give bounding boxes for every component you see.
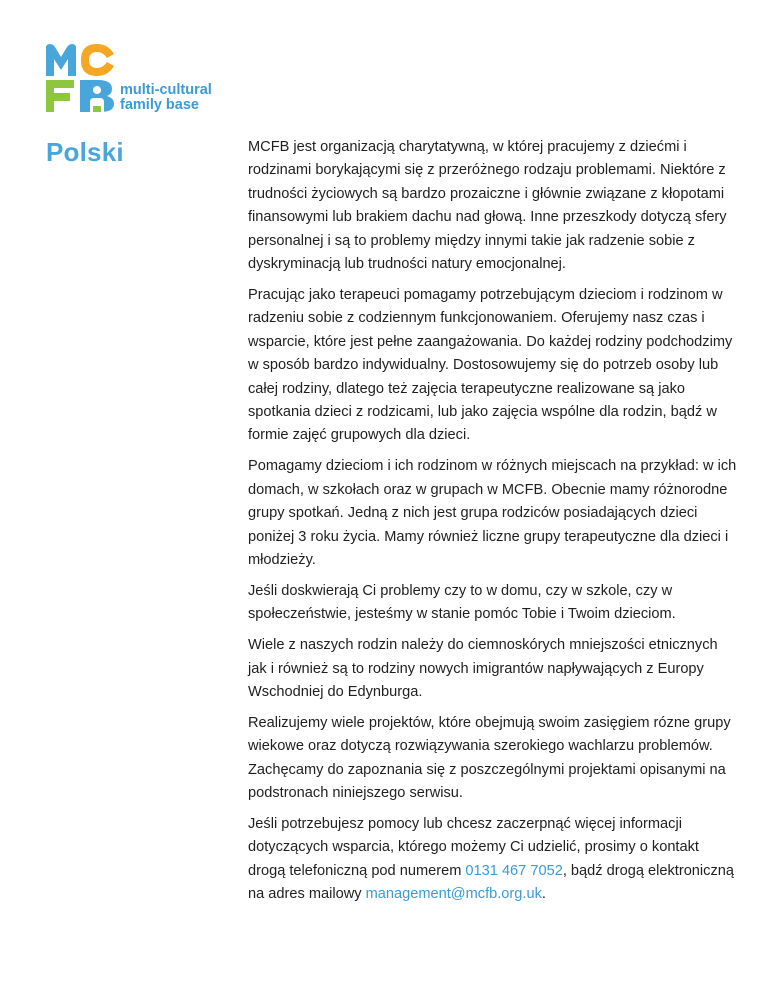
paragraph: Wiele z naszych rodzin należy do ciemnoskórych mniejszości etnicznych jak i również są to rodziny nowych imigrantów napływających z Europy Wschodniej do Edynburga. [248,637,718,700]
contact-text: Jeśli potrzebujesz pomocy lub chcesz zaczerpnąć więcej informacji dotyczących wsparcia, którego możemy Ci udzielić, prosimy o kontakt drogą telefoniczną pod numerem [248,815,699,879]
contact-text: . [541,886,546,903]
mcfb-logo-icon [44,42,116,114]
logo-tagline-line1: multi-cultural [120,82,212,98]
contact-text: , bądź drogą elektroniczną na adres mailowy [248,862,734,903]
body-text [248,136,738,914]
page-title: Polski [46,137,124,167]
logo-tagline-line2: family base [120,97,199,113]
contact-paragraph [248,813,738,907]
paragraph: Jeśli doskwierają Ci problemy czy to w domu, czy w szkole, czy w społeczeństwie, jesteśmy w stanie pomóc Tobie i Twoim dzieciom. [248,582,676,623]
paragraph: Realizujemy wiele projektów, które obejmują swoim zasięgiem rózne grupy wiekowe oraz dotyczą rozwiązywania szerokiego wachlarzu problemów. Zachęcamy do zapoznania się z poszczególnymi projektami opisanymi na podstronach niniejszego serwisu. [248,714,731,802]
paragraph: Pracując jako terapeuci pomagamy potrzebującym dzieciom i rodzinom w radzeniu sobie z codziennym funkcjonowaniem. Oferujemy nasz czas i wsparcie, które jest pełne zaangażowania. Do każdej rodziny podchodzimy w sposób bardzo indywidualny. Dostosowujemy się do potrzeb osoby lub całej rodziny, dlatego też zajęcia terapeutyczne realizowane są jako spotkania dzieci z rodzicami, lub jako zajęcia wspólne dla rodzin, bądź w formie zajęć grupowych dla dzieci. [248,286,733,444]
email-link[interactable]: management@mcfb.org.uk [365,886,542,903]
paragraph: MCFB jest organizacją charytatywną, w której pracujemy z dziećmi i rodzinami borykającymi się z przeróżnego rodzaju problemami. Niektóre z trudności życiowych są bardzo prozaiczne i głównie związane z kłopotami finansowymi lub brakiem dachu nad głową. Inne przeszkody dotyczą sfery personalnej i są to problemy między innymi takie jak radzenie sobie z dyskryminacją lub trudności natury emocjonalnej. [248,139,727,273]
logo [44,42,234,114]
paragraph: Pomagamy dzieciom i ich rodzinom w różnych miejscach na przykład: w ich domach, w szkołach oraz w grupach w MCFB. Obecnie mamy różnorodne grupy spotkań. Jedną z nich jest grupa rodziców posiadających dzieci poniżej 3 roku życia. Mamy również liczne grupy terapeutyczne dla dzieci i młodzieży. [248,458,737,568]
phone-link[interactable]: 0131 467 7052 [465,862,563,879]
